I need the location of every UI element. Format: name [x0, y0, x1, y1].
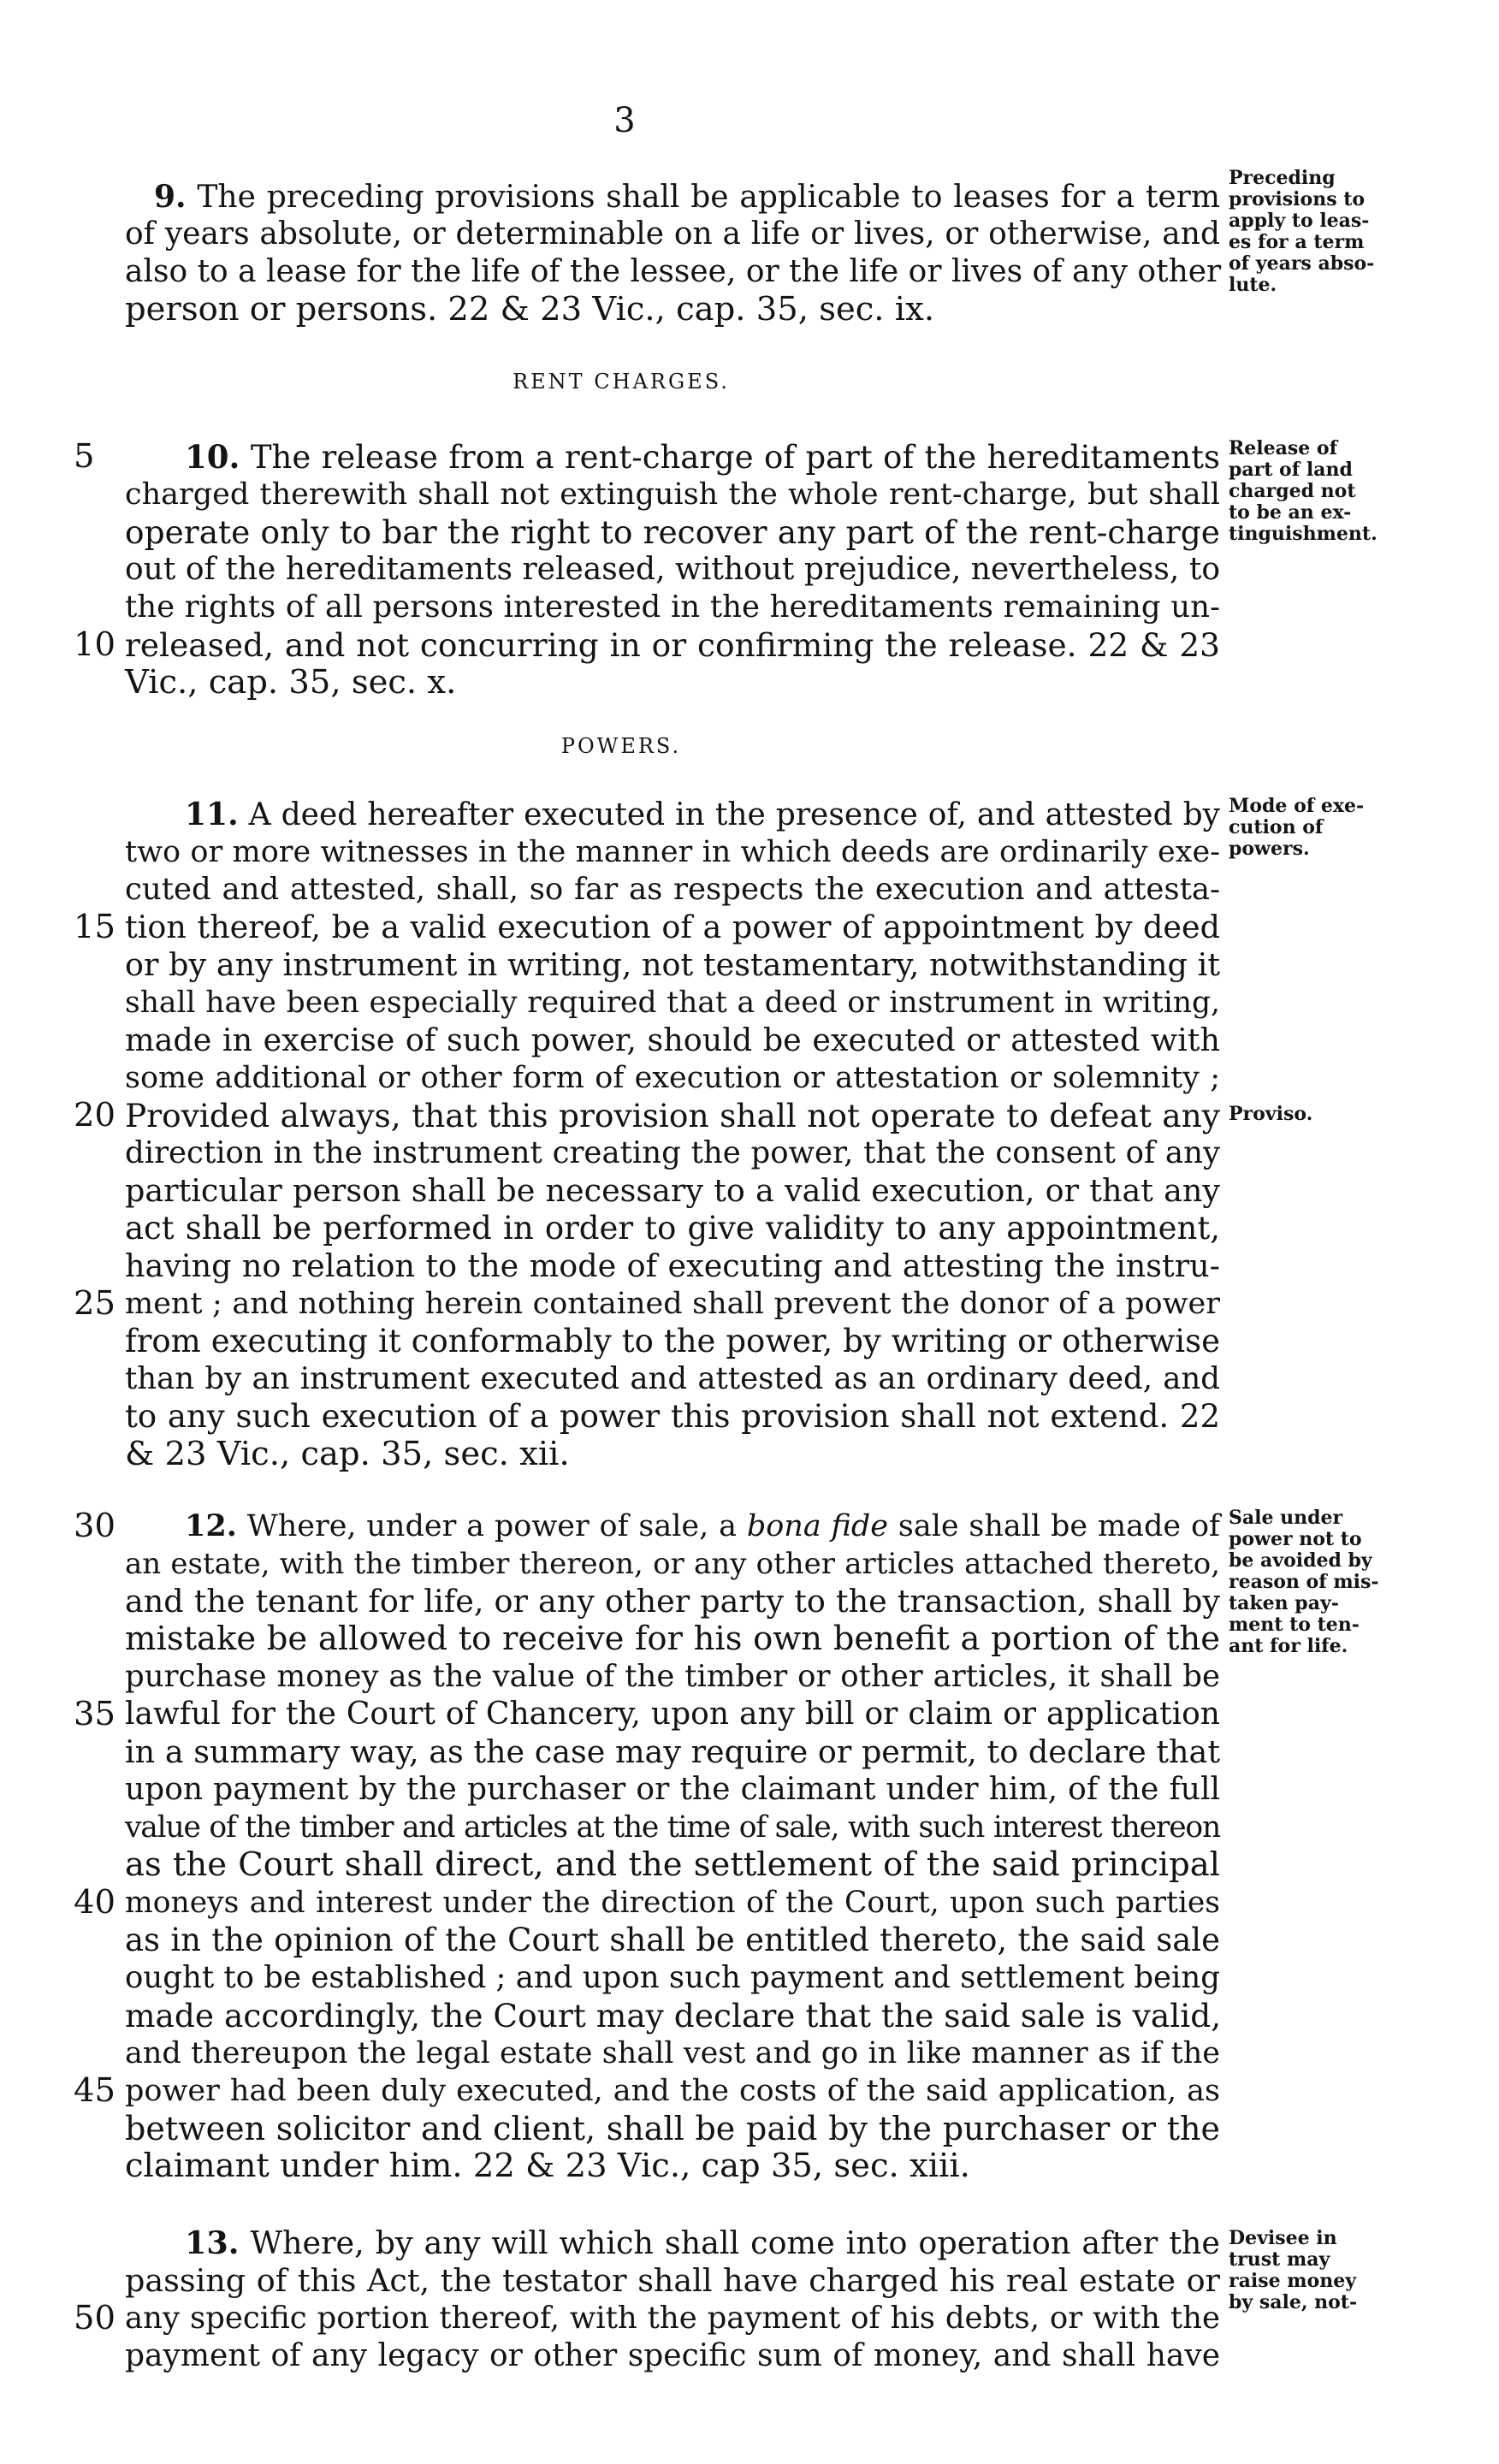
margin-note-line: ant for life. [1229, 1635, 1348, 1657]
margin-note-line: trust may [1229, 2248, 1330, 2271]
section-11-line-7: made in exercise of such power, should be executed or attested with [125, 1022, 1220, 1058]
section-11-line-10: direction in the instrument creating the power, that the consent of any [125, 1135, 1220, 1170]
section-13-line-1 [185, 2224, 1220, 2262]
section-10-first-line-text: The release from a rent-charge of part of the hereditaments [250, 439, 1220, 476]
section-12-line-16: power had been duly executed, and the costs of the said application, as [125, 2074, 1220, 2108]
section-11-line-5: or by any instrument in writing, not testamentary, notwithstanding it [125, 946, 1220, 983]
section-11-line-6: shall have been especially required that a deed or instrument in writing, [125, 986, 1220, 1020]
margin-note-line: power not to [1229, 1528, 1362, 1550]
heading-rent-charges: RENT CHARGES. [513, 370, 730, 394]
section-13-first-line-text: Where, by any will which shall come into operation after the [250, 2224, 1221, 2261]
section-12-line-8: upon payment by the purchaser or the claimant under him, of the full [125, 1772, 1220, 1807]
section-12-line-17: between solicitor and client, shall be paid by the purchaser or the [125, 2110, 1220, 2147]
margin-note-line: Devisee in [1229, 2227, 1337, 2249]
margin-note-section-9 [1229, 168, 1485, 296]
section-9-number: 9. [154, 179, 187, 215]
section-10-line-2: charged therewith shall not extinguish the whole rent-charge, but shall [125, 477, 1220, 512]
section-11-line-13: having no relation to the mode of executing and attesting the instru- [125, 1247, 1220, 1284]
section-12-line-10: as the Court shall direct, and the settlement of the said principal [125, 1845, 1220, 1884]
line-number-45: 45 [74, 2071, 116, 2110]
margin-note-line: reason of mis- [1229, 1571, 1379, 1593]
section-11-line-4: tion thereof, be a valid execution of a power of appointment by deed [125, 909, 1220, 945]
section-10-line-3: operate only to bar the right to recover any part of the rent-charge [125, 513, 1220, 551]
line-number-20: 20 [74, 1096, 116, 1134]
margin-note-line: apply to leas- [1229, 210, 1370, 232]
margin-note-line: be avoided by [1229, 1549, 1372, 1572]
section-10-line-1 [185, 438, 1220, 477]
margin-note-line: Release of [1229, 437, 1338, 459]
section-12-line-12: as in the opinion of the Court shall be entitled thereto, the said sale [125, 1922, 1220, 1958]
section-12-line-15: and thereupon the legal estate shall vest and go in like manner as if the [125, 2036, 1220, 2070]
heading-powers: POWERS. [560, 734, 682, 758]
margin-note-section-13 [1229, 2228, 1485, 2313]
margin-note-section-12 [1229, 1507, 1485, 1657]
margin-note-line: taken pay- [1229, 1592, 1339, 1614]
line-number-50: 50 [74, 2299, 116, 2337]
margin-note-line: of years abso- [1229, 252, 1375, 275]
margin-note-line: es for a term [1229, 231, 1365, 253]
margin-note-line: Mode of exe- [1229, 795, 1365, 817]
section-12-line-4: mistake be allowed to receive for his own benefit a portion of the [125, 1620, 1220, 1658]
page-number: 3 [613, 101, 636, 140]
section-9-line-1 [154, 178, 1220, 216]
section-12-line-3: and the tenant for life, or any other party to the transaction, shall by [125, 1583, 1220, 1620]
section-13-line-3: any specific portion thereof, with the payment of his debts, or with the [125, 2301, 1220, 2336]
section-13-line-2: passing of this Act, the testator shall have charged his real estate or [125, 2262, 1220, 2299]
section-11-line-9: Provided always, that this provision shall not operate to defeat any [125, 1097, 1220, 1134]
section-11-line-18: & 23 Vic., cap. 35, sec. xii. [125, 1435, 570, 1473]
margin-note-proviso [1229, 1104, 1485, 1125]
section-11-line-15: from executing it conformably to the power, by writing or otherwise [125, 1323, 1220, 1359]
section-11-line-8: some additional or other form of execution or attestation or solemnity ; [125, 1061, 1220, 1095]
section-12-line-14: made accordingly, the Court may declare that the said sale is valid, [125, 1997, 1222, 2035]
section-12-first-line-pre: Where, under a power of sale, a [246, 1509, 737, 1543]
line-number-15: 15 [74, 908, 116, 946]
section-10-line-7: Vic., cap. 35, sec. x. [125, 663, 457, 702]
margin-note-line: Preceding [1229, 167, 1336, 189]
line-number-5: 5 [74, 437, 95, 476]
section-10-number: 10. [185, 438, 240, 476]
section-12-line-7: in a summary way, as the case may require or permit, to declare that [125, 1733, 1220, 1770]
line-number-35: 35 [74, 1695, 116, 1733]
section-11-line-3: cuted and attested, shall, so far as respects the execution and attesta- [125, 872, 1220, 907]
section-9-line-4: person or persons. 22 & 23 Vic., cap. 35, sec. ix. [125, 290, 935, 329]
section-11-first-line-text: A deed hereafter executed in the presence of, and attested by [248, 797, 1220, 832]
margin-note-section-10 [1229, 438, 1485, 545]
section-12-line-2: an estate, with the timber thereon, or any other articles attached thereto, [125, 1547, 1220, 1581]
section-11-line-12: act shall be performed in order to give validity to any appointment, [125, 1210, 1220, 1247]
section-9-line-3: also to a lease for the life of the lessee, or the life or lives of any other [125, 254, 1222, 289]
section-12-line-6: lawful for the Court of Chancery, upon any bill or claim or application [125, 1697, 1220, 1732]
margin-note-section-11 [1229, 796, 1485, 860]
section-9-line-2: of years absolute, or determinable on a life or lives, or otherwise, and [125, 216, 1220, 252]
section-13-number: 13. [185, 2224, 240, 2261]
line-number-40: 40 [74, 1883, 116, 1922]
section-13-line-4: payment of any legacy or other specific sum of money, and shall have [125, 2338, 1220, 2373]
section-12-line-13: ought to be established ; and upon such payment and settlement being [125, 1960, 1220, 1995]
margin-note-line: cution of [1229, 816, 1324, 838]
section-11-line-11: particular person shall be necessary to a valid execution, or that any [125, 1172, 1220, 1209]
margin-note-line: ment to ten- [1229, 1614, 1360, 1636]
section-12-number: 12. [185, 1508, 237, 1543]
section-10-line-6: released, and not concurring in or confirming the release. 22 & 23 [125, 626, 1220, 664]
margin-note-line: lute. [1229, 274, 1277, 296]
section-11-number: 11. [185, 797, 239, 832]
margin-note-line: tinguishment. [1229, 523, 1378, 545]
section-11-line-1 [185, 796, 1220, 834]
section-11-line-2: two or more witnesses in the manner in which deeds are ordinarily exe- [125, 835, 1220, 869]
section-12-line-11: moneys and interest under the direction of the Court, upon such parties [125, 1886, 1220, 1920]
section-9-first-line-text: The preceding provisions shall be applicable to leases for a term [197, 180, 1220, 215]
section-12-line-9: value of the timber and articles at the time of sale, with such interest thereon [125, 1810, 1220, 1845]
margin-note-line: raise money [1229, 2270, 1356, 2292]
margin-note-line: part of land [1229, 459, 1353, 481]
line-number-30: 30 [74, 1507, 116, 1545]
margin-note-line: Proviso. [1229, 1103, 1313, 1125]
margin-note-line: provisions to [1229, 188, 1366, 210]
section-11-line-17: to any such execution of a power this provision shall not extend. 22 [125, 1398, 1220, 1435]
section-11-line-16: than by an instrument executed and attested as an ordinary deed, and [125, 1361, 1220, 1396]
section-12-italic-phrase: bona fide [746, 1509, 889, 1543]
section-10-line-5: the rights of all persons interested in the hereditaments remaining un- [125, 589, 1220, 625]
section-11-line-14: ment ; and nothing herein contained shall prevent the donor of a power [125, 1287, 1220, 1321]
margin-note-line: charged not [1229, 480, 1356, 502]
section-10-line-4: out of the hereditaments released, without prejudice, nevertheless, to [125, 552, 1220, 587]
section-12-first-line-post: sale shall be made of [898, 1509, 1220, 1543]
section-12-line-1 [185, 1507, 1220, 1545]
section-12-line-18: claimant under him. 22 & 23 Vic., cap 35, sec. xiii. [125, 2147, 970, 2185]
line-number-25: 25 [74, 1284, 116, 1323]
margin-note-line: by sale, not- [1229, 2291, 1358, 2313]
margin-note-line: to be an ex- [1229, 501, 1352, 524]
section-12-line-5: purchase money as the value of the timber or other articles, it shall be [125, 1659, 1220, 1694]
margin-note-line: powers. [1229, 838, 1310, 860]
margin-note-line: Sale under [1229, 1507, 1343, 1529]
line-number-10: 10 [74, 625, 116, 664]
